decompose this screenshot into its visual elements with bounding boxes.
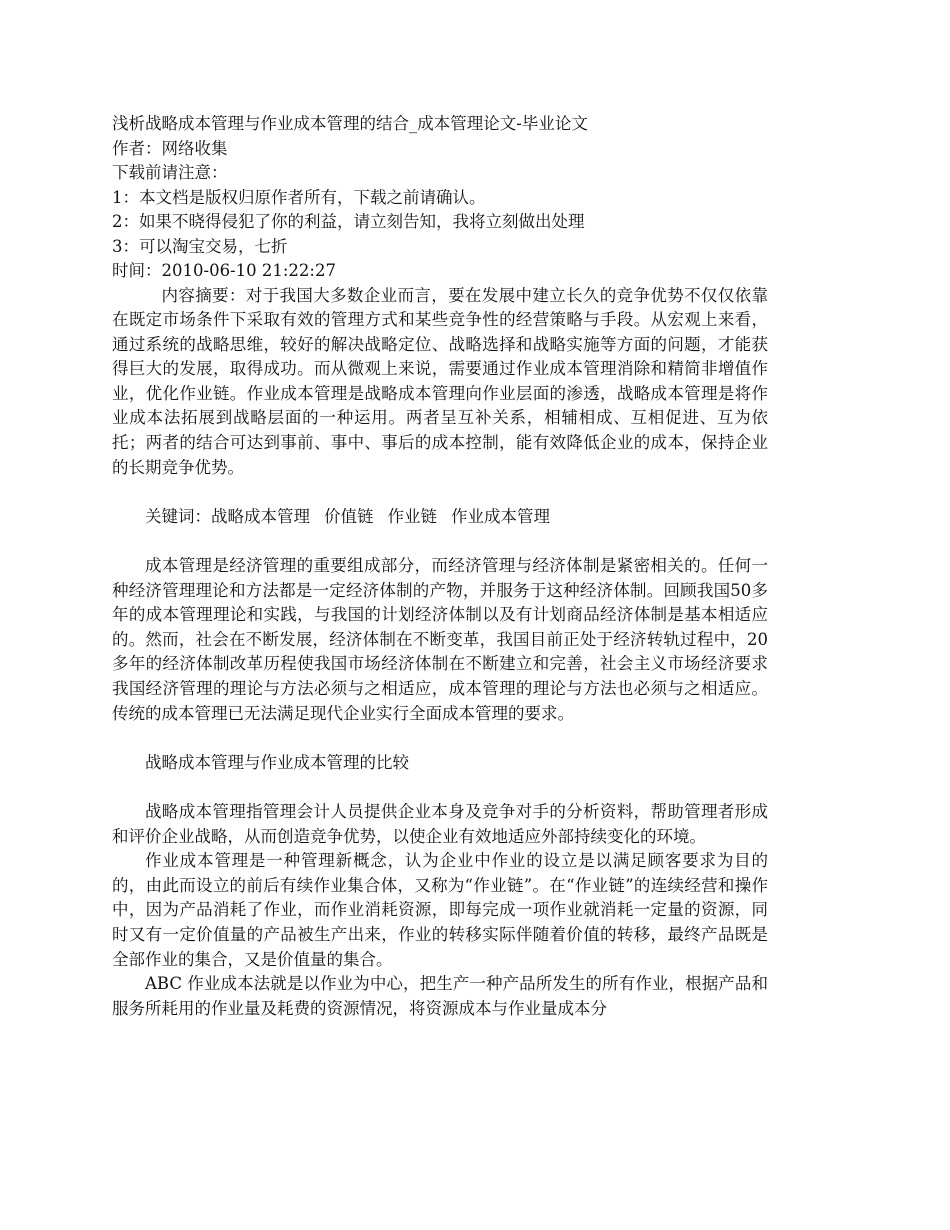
spacer xyxy=(112,775,768,800)
keyword: 价值链 xyxy=(324,506,374,526)
section-heading: 战略成本管理与作业成本管理的比较 xyxy=(145,752,409,772)
notice-item: 2：如果不晓得侵犯了你的利益，请立刻告知，我将立刻做出处理 xyxy=(112,212,585,231)
notice-item: 3：可以淘宝交易，七折 xyxy=(112,236,288,256)
intro-paragraph: 成本管理是经济管理的重要组成部分，而经济管理与经济体制是紧密相关的。任何一种经济管理理论和方法都是一定经济体制的产物，并服务于这种经济体制。回顾我国50多年的成本管理理论和实践，与我国的计划经济体制以及有计划商品经济体制是基本相适应的。然而，社会在不断发展，经济体制在不断变革，我国目前正处于经济转轨过程中，20多年的经济体制改革历程使我国市场经济体制在不断建立和完善，社会主义市场经济要求我国经济管理的理论与方法必须与之相适应，成本管理的理论与方法也必须与之相适应。传统的成本管理已无法满足现代企业实行全面成本管理的要求。 xyxy=(112,556,768,723)
spacer xyxy=(112,726,768,751)
keywords-label: 关键词： xyxy=(145,506,211,526)
keyword: 作业链 xyxy=(387,506,437,526)
body-paragraph: 作业成本管理是一种管理新概念，认为企业中作业的设立是以满足顾客要求为目的的，由此而设立的前后有续作业集合体，又称为“作业链”。在“作业链”的连续经营和操作中，因为产品消耗了作业，而作业消耗资源，即每完成一项作业就消耗一定量的资源，同时又有一定价值量的产品被生产出来，作业的转移实际伴随着价值的转移，最终产品既是全部作业的集合，又是价值量的集合。 xyxy=(112,851,768,969)
body-paragraph: 战略成本管理指管理会计人员提供企业本身及竞争对手的分析资料，帮助管理者形成和评价企业战略，从而创造竞争优势，以使企业有效地适应外部持续变化的环境。 xyxy=(112,801,768,846)
spacer xyxy=(112,480,768,505)
keyword: 战略成本管理 xyxy=(211,506,310,526)
notice-item: 1：本文档是版权归原作者所有，下载之前请确认。 xyxy=(112,187,486,207)
notice-heading: 下载前请注意： xyxy=(112,163,228,182)
body-paragraph: ABC 作业成本法就是以作业为中心，把生产一种产品所发生的所有作业，根据产品和服务所耗用的作业量及耗费的资源情况，将资源成本与作业量成本分 xyxy=(112,974,768,1018)
document-title: 浅析战略成本管理与作业成本管理的结合_成本管理论文-毕业论文 xyxy=(112,114,588,133)
abstract-paragraph: 内容摘要：对于我国大多数企业而言，要在发展中建立长久的竞争优势不仅仅依靠在既定市场条件下采取有效的管理方式和某些竞争性的经营策略与手段。从宏观上来看，通过系统的战略思维，较好的解决战略定位、战略选择和战略实施等方面的问题，才能获得巨大的发展，取得成功。而从微观上来说，需要通过作业成本管理消除和精简非增值作业，优化作业链。作业成本管理是战略成本管理向作业层面的渗透，战略成本管理是将作业成本法拓展到战略层面的一种运用。两者呈互补关系，相辅相成、互相促进、互为依托；两者的结合可达到事前、事中、事后的成本控制，能有效降低企业的成本，保持企业的长期竞争优势。 xyxy=(112,285,768,477)
document-author: 作者：网络收集 xyxy=(112,138,228,158)
keywords-line xyxy=(112,505,768,530)
document-time: 时间：2010-06-10 21:22:27 xyxy=(112,261,336,280)
keyword: 作业成本管理 xyxy=(451,506,550,526)
document-page xyxy=(112,112,768,1021)
spacer xyxy=(112,529,768,554)
